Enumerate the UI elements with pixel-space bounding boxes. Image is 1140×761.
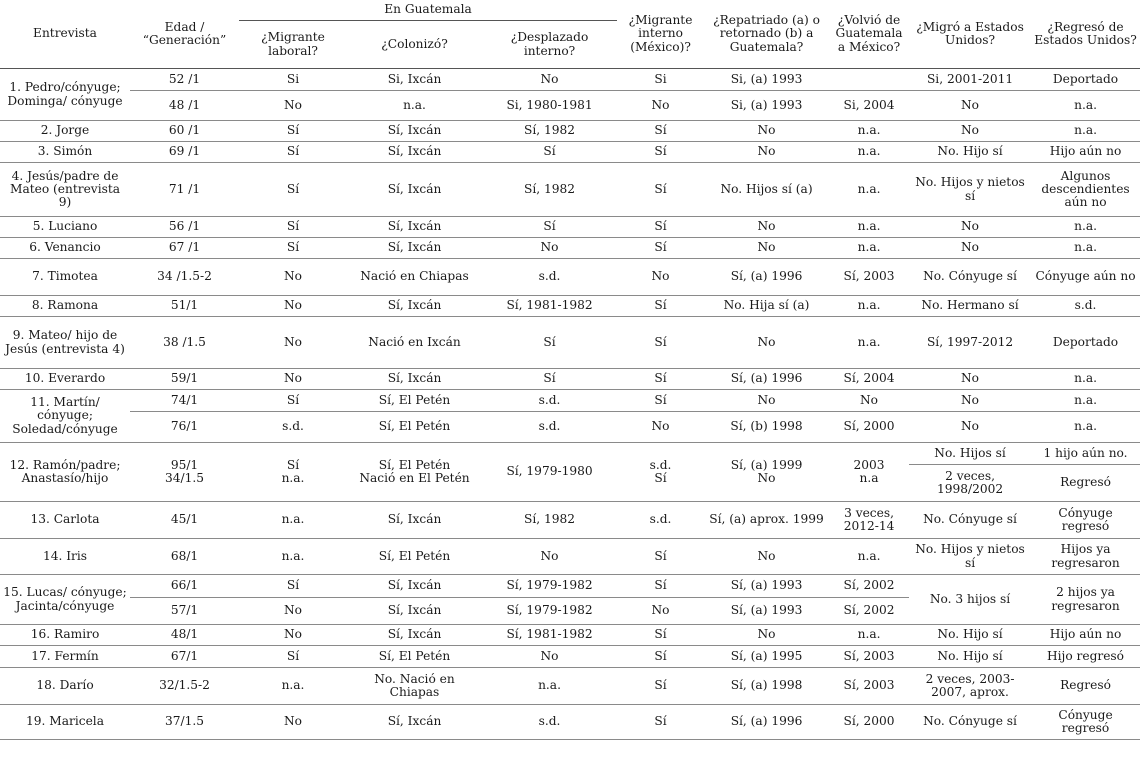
cell-edad: 34 /1.5-2 [130,259,239,296]
cell-colonizo: Sí, Ixcán [347,598,482,625]
cell-repatriado: Si, (a) 1993 [704,69,829,91]
cell-migrante-interno: No [617,259,704,296]
cell-entrevista: 2. Jorge [0,121,130,142]
cell-regreso: 1 hijo aún no. [1031,443,1140,465]
cell-migrante-laboral: Sí [239,646,347,668]
cell-entrevista: 4. Jesús/padre de Mateo (entrevista 9) [0,163,130,217]
cell-volvio: n.a. [829,539,909,575]
cell-entrevista: 16. Ramiro [0,625,130,646]
cell-repatriado: Sí, (a) 1996 [704,705,829,740]
cell-regreso: n.a. [1031,121,1140,142]
cell-entrevista: 7. Timotea [0,259,130,296]
cell-migrante-laboral: Sí [239,390,347,412]
cell-migrante-laboral: No [239,91,347,121]
cell-desplazado: Sí, 1979-1982 [482,575,617,598]
cell-colonizo-a: Sí, El Petén [378,457,451,472]
cell-colonizo: Sí, Ixcán [347,705,482,740]
cell-edad: 67/1 [130,646,239,668]
cell-migrante-interno: No [617,412,704,443]
cell-desplazado: Sí [482,369,617,390]
table-row [0,163,1140,217]
cell-migrante-laboral: No [239,317,347,369]
cell-migrante-laboral: Sí [239,238,347,259]
cell-edad: 32/1.5-2 [130,668,239,705]
cell-entrevista: 10. Everardo [0,369,130,390]
col-header-entrevista: Entrevista [0,0,130,69]
cell-desplazado: Sí, 1982 [482,163,617,217]
cell-migro: No. Cónyuge sí [909,259,1031,296]
cell-repatriado: Sí, (a) aprox. 1999 [704,502,829,539]
cell-edad: 57/1 [130,598,239,625]
cell-migro: No. Hijos y nietos sí [909,163,1031,217]
cell-repatriado: Sí, (a) 1995 [704,646,829,668]
cell-entrevista: 12. Ramón/padre; Anastasío/hijo [0,443,130,502]
cell-repatriado: No [704,539,829,575]
cell-desplazado: Sí, 1982 [482,121,617,142]
cell-entrevista: 1. Pedro/cónyuge; Dominga/ cónyuge [0,69,130,121]
cell-edad: 56 /1 [130,217,239,238]
cell-edad-a: 95/1 [170,457,199,472]
cell-volvio: Sí, 2003 [829,668,909,705]
cell-migro: Si, 2001-2011 [909,69,1031,91]
table-body [0,69,1140,740]
cell-repatriado: No [704,238,829,259]
cell-migro: No [909,390,1031,412]
table-row [0,296,1140,317]
cell-regreso: Cónyuge regresó [1031,705,1140,740]
cell-migro: 2 veces, 1998/2002 [909,465,1031,502]
cell-repatriado: Sí, (a) 1998 [704,668,829,705]
cell-colonizo: n.a. [347,91,482,121]
cell-volvio: 3 veces, 2012-14 [829,502,909,539]
cell-colonizo: Sí, Ixcán [347,502,482,539]
cell-edad: 60 /1 [130,121,239,142]
cell-entrevista: 8. Ramona [0,296,130,317]
cell-volvio: No [829,390,909,412]
cell-repatriado: Sí, (a) 1993 [704,598,829,625]
cell-volvio: n.a. [829,217,909,238]
cell-entrevista: 3. Simón [0,142,130,163]
cell-edad: 74/1 [130,390,239,412]
cell-edad: 45/1 [130,502,239,539]
cell-migrante-interno-b: Sí [654,471,667,485]
cell-migro: No. Cónyuge sí [909,705,1031,740]
cell-migro: No [909,91,1031,121]
cell-migro: No [909,369,1031,390]
cell-desplazado: s.d. [482,705,617,740]
cell-desplazado: s.d. [482,259,617,296]
cell-edad: 67 /1 [130,238,239,259]
cell-migrante-laboral: No [239,259,347,296]
table-row [0,238,1140,259]
cell-edad: 37/1.5 [130,705,239,740]
cell-migrante-interno: Sí [617,317,704,369]
cell-migrante-laboral-a: Sí [286,457,300,472]
cell-migrante-interno: Sí [617,705,704,740]
cell-migrante-interno [617,443,704,502]
cell-repatriado-b: No [757,471,776,485]
cell-edad: 52 /1 [130,69,239,91]
table-row [0,317,1140,369]
cell-colonizo: Sí, El Petén [347,412,482,443]
col-header-desplazado: ¿Desplazado interno? [482,21,617,69]
cell-edad: 48 /1 [130,91,239,121]
cell-migrante-interno: Sí [617,217,704,238]
cell-volvio [829,443,909,502]
cell-volvio [829,69,909,91]
col-header-repatriado: ¿Repatriado (a) o retornado (b) a Guatemala? [704,0,829,69]
cell-regreso: n.a. [1031,238,1140,259]
cell-migrante-laboral: Si [239,69,347,91]
cell-migrante-laboral: No [239,296,347,317]
cell-migrante-interno: Sí [617,646,704,668]
table-row [0,539,1140,575]
cell-entrevista: 15. Lucas/ cónyuge; Jacinta/cónyuge [0,575,130,625]
cell-regreso: n.a. [1031,369,1140,390]
cell-migrante-interno: No [617,598,704,625]
cell-migro: No [909,217,1031,238]
cell-volvio: Si, 2004 [829,91,909,121]
cell-migro: No. Hijo sí [909,625,1031,646]
cell-migrante-laboral: No [239,625,347,646]
cell-desplazado: s.d. [482,412,617,443]
cell-desplazado: No [482,238,617,259]
cell-migro: No. Hijos y nietos sí [909,539,1031,575]
cell-colonizo: Sí, Ixcán [347,142,482,163]
cell-migrante-interno: Sí [617,163,704,217]
cell-colonizo: Sí, Ixcán [347,163,482,217]
cell-edad: 59/1 [130,369,239,390]
table-row [0,575,1140,598]
table-row [0,646,1140,668]
cell-regreso: Hijos ya regresaron [1031,539,1140,575]
cell-colonizo: Nació en Ixcán [347,317,482,369]
table-row [0,502,1140,539]
cell-regreso: n.a. [1031,390,1140,412]
table-row [0,625,1140,646]
cell-colonizo: Sí, Ixcán [347,121,482,142]
cell-migrante-interno: Sí [617,668,704,705]
cell-migrante-interno: Sí [617,142,704,163]
table-row [0,259,1140,296]
cell-desplazado: No [482,646,617,668]
cell-entrevista: 18. Darío [0,668,130,705]
cell-colonizo: Sí, El Petén [347,390,482,412]
cell-desplazado: Sí [482,217,617,238]
cell-colonizo: Si, Ixcán [347,69,482,91]
cell-volvio: n.a. [829,317,909,369]
cell-regreso: Cónyuge aún no [1031,259,1140,296]
cell-volvio-b: n.a [859,471,879,485]
table-row [0,121,1140,142]
cell-migro: No. Hijo sí [909,646,1031,668]
cell-volvio: Sí, 2004 [829,369,909,390]
cell-edad: 48/1 [130,625,239,646]
col-header-migro: ¿Migró a Estados Unidos? [909,0,1031,69]
table-row [0,668,1140,705]
cell-migrante-interno: Si [617,69,704,91]
cell-volvio: n.a. [829,142,909,163]
table-row [0,412,1140,443]
cell-desplazado: n.a. [482,668,617,705]
cell-migro: No. Hijo sí [909,142,1031,163]
cell-migrante-laboral: s.d. [239,412,347,443]
cell-repatriado: No [704,217,829,238]
cell-regreso: Hijo regresó [1031,646,1140,668]
col-header-migrante-laboral: ¿Migrante laboral? [239,21,347,69]
table-row [0,369,1140,390]
table-row [0,705,1140,740]
cell-volvio: n.a. [829,121,909,142]
cell-volvio: n.a. [829,625,909,646]
cell-repatriado: No [704,390,829,412]
cell-colonizo: Sí, Ixcán [347,238,482,259]
cell-migrante-interno: Sí [617,575,704,598]
cell-colonizo-b: Nació en El Petén [359,471,470,485]
cell-regreso: n.a. [1031,217,1140,238]
cell-repatriado [704,443,829,502]
cell-regreso: s.d. [1031,296,1140,317]
cell-entrevista: 11. Martín/ cónyuge; Soledad/cónyuge [0,390,130,443]
cell-migro: 2 veces, 2003-2007, aprox. [909,668,1031,705]
cell-migrante-interno: Sí [617,369,704,390]
cell-repatriado: No [704,121,829,142]
cell-migrante-laboral [239,443,347,502]
cell-migrante-laboral: n.a. [239,539,347,575]
cell-repatriado: No [704,317,829,369]
cell-regreso: Deportado [1031,69,1140,91]
cell-entrevista: 9. Mateo/ hijo de Jesús (entrevista 4) [0,317,130,369]
cell-desplazado: Sí, 1981-1982 [482,296,617,317]
cell-migrante-laboral: Sí [239,163,347,217]
cell-migro: No [909,238,1031,259]
cell-migrante-laboral: Sí [239,121,347,142]
cell-migrante-interno: Sí [617,539,704,575]
cell-migro: Sí, 1997-2012 [909,317,1031,369]
cell-migrante-laboral: Sí [239,217,347,238]
cell-regreso: Regresó [1031,668,1140,705]
cell-desplazado: Sí, 1979-1980 [482,443,617,502]
cell-volvio: n.a. [829,296,909,317]
table-row [0,390,1140,412]
table-header [0,0,1140,69]
cell-colonizo: Sí, Ixcán [347,369,482,390]
cell-migrante-laboral: Sí [239,142,347,163]
cell-migrante-laboral: No [239,705,347,740]
cell-migrante-interno: Sí [617,296,704,317]
cell-migrante-laboral: Sí [239,575,347,598]
col-header-edad: Edad / “Generación” [130,0,239,69]
cell-desplazado: Sí, 1979-1982 [482,598,617,625]
cell-edad [130,443,239,502]
cell-migrante-laboral: n.a. [239,502,347,539]
cell-volvio: Sí, 2002 [829,575,909,598]
cell-volvio-a: 2003 [853,457,885,472]
table-row [0,217,1140,238]
cell-migro: No. Cónyuge sí [909,502,1031,539]
cell-edad: 76/1 [130,412,239,443]
table-row [0,91,1140,121]
cell-migrante-interno: Sí [617,390,704,412]
cell-colonizo: Sí, Ixcán [347,217,482,238]
cell-desplazado: Sí, 1982 [482,502,617,539]
cell-colonizo: Nació en Chiapas [347,259,482,296]
cell-migrante-interno: No [617,91,704,121]
cell-regreso: Regresó [1031,465,1140,502]
cell-migro: No. Hermano sí [909,296,1031,317]
cell-edad-b: 34/1.5 [165,471,204,485]
cell-colonizo: Sí, Ixcán [347,296,482,317]
cell-edad: 51/1 [130,296,239,317]
cell-migro: No. 3 hijos sí [909,575,1031,625]
cell-volvio: n.a. [829,163,909,217]
cell-edad: 68/1 [130,539,239,575]
cell-entrevista: 14. Iris [0,539,130,575]
cell-desplazado: No [482,539,617,575]
cell-desplazado: No [482,69,617,91]
cell-entrevista: 5. Luciano [0,217,130,238]
cell-regreso: Deportado [1031,317,1140,369]
cell-migrante-laboral: n.a. [239,668,347,705]
cell-edad: 69 /1 [130,142,239,163]
cell-regreso: Algunos descendientes aún no [1031,163,1140,217]
cell-desplazado: Sí [482,317,617,369]
cell-migrante-interno: Sí [617,625,704,646]
cell-repatriado: Si, (a) 1993 [704,91,829,121]
group-header-guatemala: En Guatemala [239,0,617,21]
cell-migrante-laboral-b: n.a. [281,471,305,485]
cell-repatriado: No. Hija sí (a) [704,296,829,317]
cell-migrante-interno: Sí [617,121,704,142]
col-header-colonizo: ¿Colonizó? [347,21,482,69]
cell-edad: 71 /1 [130,163,239,217]
cell-volvio: Sí, 2003 [829,259,909,296]
cell-regreso: 2 hijos ya regresaron [1031,575,1140,625]
cell-edad: 66/1 [130,575,239,598]
cell-volvio: n.a. [829,238,909,259]
table-row [0,443,1140,465]
col-header-volvio: ¿Volvió de Guatemala a México? [829,0,909,69]
cell-desplazado: Si, 1980-1981 [482,91,617,121]
cell-migrante-laboral: No [239,369,347,390]
cell-regreso: n.a. [1031,91,1140,121]
cell-regreso: Hijo aún no [1031,142,1140,163]
cell-regreso: Hijo aún no [1031,625,1140,646]
table-row [0,142,1140,163]
cell-colonizo: Sí, Ixcán [347,625,482,646]
cell-migrante-interno-a: s.d. [649,457,672,472]
cell-desplazado: Sí [482,142,617,163]
cell-migro: No. Hijos sí [909,443,1031,465]
cell-repatriado: Sí, (a) 1993 [704,575,829,598]
cell-volvio: Sí, 2000 [829,705,909,740]
cell-migro: No [909,412,1031,443]
cell-migrante-interno: Sí [617,238,704,259]
cell-repatriado: Sí, (a) 1996 [704,259,829,296]
cell-repatriado: No. Hijos sí (a) [704,163,829,217]
cell-repatriado-a: Sí, (a) 1999 [730,457,803,472]
cell-entrevista: 19. Maricela [0,705,130,740]
cell-migrante-laboral: No [239,598,347,625]
cell-desplazado: Sí, 1981-1982 [482,625,617,646]
cell-volvio: Sí, 2003 [829,646,909,668]
cell-volvio: Sí, 2000 [829,412,909,443]
cell-migrante-interno: s.d. [617,502,704,539]
cell-colonizo: Sí, Ixcán [347,575,482,598]
cell-regreso: Cónyuge regresó [1031,502,1140,539]
cell-desplazado: s.d. [482,390,617,412]
col-header-migrante-interno: ¿Migrante interno (México)? [617,0,704,69]
col-header-regreso: ¿Regresó de Estados Unidos? [1031,0,1140,69]
cell-colonizo: No. Nació en Chiapas [347,668,482,705]
cell-repatriado: Sí, (b) 1998 [704,412,829,443]
cell-migro: No [909,121,1031,142]
cell-colonizo [347,443,482,502]
cell-entrevista: 6. Venancio [0,238,130,259]
cell-edad: 38 /1.5 [130,317,239,369]
cell-colonizo: Sí, El Petén [347,646,482,668]
table-row [0,69,1140,91]
cell-entrevista: 13. Carlota [0,502,130,539]
cell-repatriado: Sí, (a) 1996 [704,369,829,390]
cell-regreso: n.a. [1031,412,1140,443]
cell-volvio: Sí, 2002 [829,598,909,625]
cell-repatriado: No [704,142,829,163]
cell-colonizo: Sí, El Petén [347,539,482,575]
cell-entrevista: 17. Fermín [0,646,130,668]
cell-repatriado: No [704,625,829,646]
